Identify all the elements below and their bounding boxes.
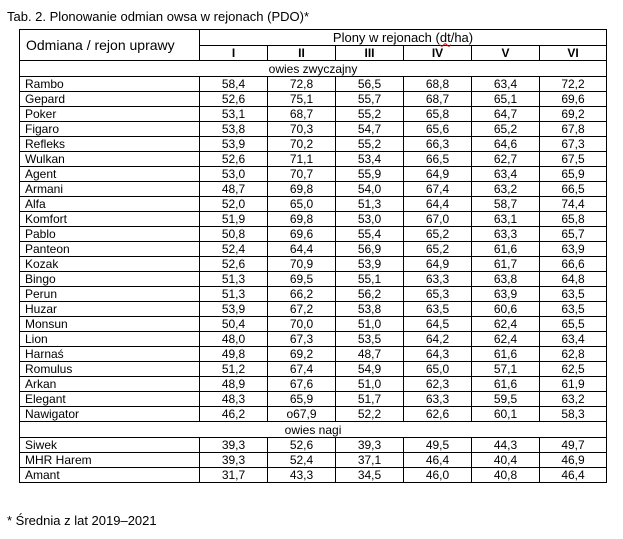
yield-cell: 65,1 xyxy=(472,92,540,107)
yield-cell: 63,5 xyxy=(540,302,607,317)
variety-name: Refleks xyxy=(20,137,200,152)
yield-cell: 65,0 xyxy=(404,362,472,377)
yield-cell: 44,3 xyxy=(472,438,540,453)
group-label: owies zwyczajny xyxy=(20,61,607,77)
yield-cell: 64,7 xyxy=(472,107,540,122)
yield-cell: 70,2 xyxy=(268,137,336,152)
table-row xyxy=(20,92,607,107)
yield-cell: 55,2 xyxy=(336,107,404,122)
yield-cell: 52,6 xyxy=(200,92,268,107)
table-row xyxy=(20,407,607,422)
yield-cell: 63,9 xyxy=(540,242,607,257)
yield-cell: 48,3 xyxy=(200,392,268,407)
variety-name: Rambo xyxy=(20,77,200,92)
yield-cell: 72,2 xyxy=(540,77,607,92)
yield-cell: 39,3 xyxy=(200,453,268,468)
yield-cell: 40,8 xyxy=(472,468,540,483)
yield-cell: 65,8 xyxy=(404,107,472,122)
column-header-yields xyxy=(200,30,607,46)
yield-cell: 63,2 xyxy=(472,182,540,197)
variety-name: Lion xyxy=(20,332,200,347)
yield-cell: 65,6 xyxy=(404,122,472,137)
variety-name: Kozak xyxy=(20,257,200,272)
yield-cell: 65,3 xyxy=(404,287,472,302)
yield-cell: 53,8 xyxy=(200,122,268,137)
variety-name: Perun xyxy=(20,287,200,302)
yield-cell: 51,3 xyxy=(336,197,404,212)
yield-cell: 63,5 xyxy=(540,287,607,302)
yield-cell: 51,7 xyxy=(336,392,404,407)
yield-cell: 65,9 xyxy=(540,167,607,182)
yield-cell: 63,4 xyxy=(472,167,540,182)
yield-cell: 58,4 xyxy=(200,77,268,92)
yield-cell: 69,2 xyxy=(268,347,336,362)
yield-cell: 63,3 xyxy=(404,392,472,407)
yields-header-suffix: /ha) xyxy=(450,29,474,45)
yield-cell: 63,4 xyxy=(472,77,540,92)
yield-cell: 51,2 xyxy=(200,362,268,377)
yield-cell: 69,2 xyxy=(540,107,607,122)
variety-name: Poker xyxy=(20,107,200,122)
yield-cell: 64,9 xyxy=(404,257,472,272)
yield-cell: 63,9 xyxy=(472,287,540,302)
yield-cell: 46,4 xyxy=(404,453,472,468)
yield-cell: 51,3 xyxy=(200,272,268,287)
variety-name: Agent xyxy=(20,167,200,182)
table-row xyxy=(20,347,607,362)
yield-cell: 70,3 xyxy=(268,122,336,137)
table-row xyxy=(20,227,607,242)
yield-cell: 46,9 xyxy=(540,453,607,468)
table-row xyxy=(20,332,607,347)
table-row xyxy=(20,122,607,137)
variety-name: Siwek xyxy=(20,438,200,453)
yield-cell: 55,1 xyxy=(336,272,404,287)
yield-cell: 63,3 xyxy=(472,227,540,242)
yield-cell: 66,2 xyxy=(268,287,336,302)
table-row xyxy=(20,77,607,92)
yield-cell: 61,6 xyxy=(472,377,540,392)
table-body xyxy=(20,61,607,483)
yield-cell: 61,6 xyxy=(472,242,540,257)
yield-cell: 61,7 xyxy=(472,257,540,272)
yield-cell: 52,6 xyxy=(200,152,268,167)
yield-cell: 67,8 xyxy=(540,122,607,137)
yield-cell: 55,4 xyxy=(336,227,404,242)
yield-cell: 53,9 xyxy=(200,137,268,152)
yield-cell: 62,4 xyxy=(472,332,540,347)
variety-name: Harnaś xyxy=(20,347,200,362)
yield-cell: 53,1 xyxy=(200,107,268,122)
yield-cell: o67,9 xyxy=(268,407,336,422)
variety-name: Huzar xyxy=(20,302,200,317)
yield-cell: 52,4 xyxy=(200,242,268,257)
yield-cell: 66,3 xyxy=(404,137,472,152)
yield-cell: 55,2 xyxy=(336,137,404,152)
table-row xyxy=(20,197,607,212)
table-row xyxy=(20,453,607,468)
yield-table xyxy=(19,29,607,483)
yield-cell: 46,0 xyxy=(404,468,472,483)
yield-cell: 53,4 xyxy=(336,152,404,167)
region-header: V xyxy=(472,46,540,61)
table-row xyxy=(20,362,607,377)
table-row xyxy=(20,468,607,483)
table-row xyxy=(20,287,607,302)
yield-cell: 65,8 xyxy=(540,212,607,227)
yield-cell: 50,8 xyxy=(200,227,268,242)
table-row xyxy=(20,137,607,152)
yield-cell: 69,5 xyxy=(268,272,336,287)
yield-cell: 68,7 xyxy=(268,107,336,122)
yield-cell: 65,2 xyxy=(404,227,472,242)
yield-cell: 56,5 xyxy=(336,77,404,92)
yield-cell: 63,1 xyxy=(472,212,540,227)
variety-name: Nawigator xyxy=(20,407,200,422)
yield-cell: 65,7 xyxy=(540,227,607,242)
table-row xyxy=(20,242,607,257)
table-row xyxy=(20,257,607,272)
column-header-variety: Odmiana / rejon uprawy xyxy=(20,30,200,61)
footnote: * Średnia z lat 2019–2021 xyxy=(7,513,157,528)
yield-cell: 51,0 xyxy=(336,317,404,332)
yield-cell: 46,2 xyxy=(200,407,268,422)
yield-cell: 66,6 xyxy=(540,257,607,272)
yield-cell: 64,8 xyxy=(540,272,607,287)
yield-cell: 53,0 xyxy=(336,212,404,227)
region-header: III xyxy=(336,46,404,61)
yield-cell: 64,4 xyxy=(404,197,472,212)
yield-cell: 54,0 xyxy=(336,182,404,197)
yield-cell: 61,6 xyxy=(472,347,540,362)
variety-name: Panteon xyxy=(20,242,200,257)
yield-cell: 52,2 xyxy=(336,407,404,422)
yield-cell: 60,6 xyxy=(472,302,540,317)
yields-header-prefix: Plony w rejonach ( xyxy=(332,29,440,45)
variety-name: Pablo xyxy=(20,227,200,242)
yield-cell: 63,5 xyxy=(404,302,472,317)
table-row xyxy=(20,167,607,182)
yield-cell: 67,6 xyxy=(268,377,336,392)
group-label: owies nagi xyxy=(20,422,607,438)
yield-cell: 64,6 xyxy=(472,137,540,152)
yield-cell: 60,1 xyxy=(472,407,540,422)
yield-cell: 34,5 xyxy=(336,468,404,483)
yield-cell: 48,0 xyxy=(200,332,268,347)
yield-cell: 67,3 xyxy=(540,137,607,152)
table-caption: Tab. 2. Plonowanie odmian owsa w rejonach (PDO)* xyxy=(7,9,310,24)
yield-cell: 59,5 xyxy=(472,392,540,407)
yield-cell: 53,9 xyxy=(200,302,268,317)
yield-cell: 66,5 xyxy=(404,152,472,167)
yield-cell: 67,4 xyxy=(404,182,472,197)
yield-cell: 70,7 xyxy=(268,167,336,182)
yield-cell: 37,1 xyxy=(336,453,404,468)
yield-cell: 52,6 xyxy=(200,257,268,272)
yield-cell: 63,4 xyxy=(540,332,607,347)
table-row xyxy=(20,152,607,167)
yield-cell: 56,9 xyxy=(336,242,404,257)
yield-cell: 49,7 xyxy=(540,438,607,453)
yield-cell: 58,7 xyxy=(472,197,540,212)
variety-name: Arkan xyxy=(20,377,200,392)
yield-cell: 52,4 xyxy=(268,453,336,468)
variety-name: Gepard xyxy=(20,92,200,107)
yield-cell: 39,3 xyxy=(200,438,268,453)
yield-cell: 49,8 xyxy=(200,347,268,362)
table-row xyxy=(20,438,607,453)
yield-cell: 51,3 xyxy=(200,287,268,302)
yield-cell: 53,5 xyxy=(336,332,404,347)
yield-cell: 39,3 xyxy=(336,438,404,453)
table-row xyxy=(20,317,607,332)
variety-name: Romulus xyxy=(20,362,200,377)
yield-cell: 67,3 xyxy=(268,332,336,347)
region-header: II xyxy=(268,46,336,61)
variety-name: Komfort xyxy=(20,212,200,227)
table-row xyxy=(20,377,607,392)
group-header-row xyxy=(20,61,607,77)
yield-cell: 62,4 xyxy=(472,317,540,332)
yield-cell: 53,0 xyxy=(200,167,268,182)
yield-cell: 66,5 xyxy=(540,182,607,197)
yield-cell: 65,0 xyxy=(268,197,336,212)
yield-cell: 62,8 xyxy=(540,347,607,362)
yield-cell: 58,3 xyxy=(540,407,607,422)
table-row xyxy=(20,392,607,407)
yield-cell: 53,8 xyxy=(336,302,404,317)
yield-cell: 68,8 xyxy=(404,77,472,92)
yield-cell: 62,7 xyxy=(472,152,540,167)
yield-cell: 65,9 xyxy=(268,392,336,407)
yield-cell: 63,2 xyxy=(540,392,607,407)
yield-cell: 69,6 xyxy=(540,92,607,107)
variety-name: Bingo xyxy=(20,272,200,287)
yield-cell: 48,7 xyxy=(336,347,404,362)
yield-cell: 43,3 xyxy=(268,468,336,483)
yield-cell: 70,9 xyxy=(268,257,336,272)
yield-cell: 54,7 xyxy=(336,122,404,137)
yield-cell: 57,1 xyxy=(472,362,540,377)
yield-cell: 63,3 xyxy=(404,272,472,287)
region-header: VI xyxy=(540,46,607,61)
variety-name: Monsun xyxy=(20,317,200,332)
yields-header-unit: dt xyxy=(439,29,451,45)
yield-cell: 54,9 xyxy=(336,362,404,377)
yield-cell: 61,9 xyxy=(540,377,607,392)
yield-cell: 65,5 xyxy=(540,317,607,332)
yield-cell: 69,8 xyxy=(268,212,336,227)
yield-cell: 67,2 xyxy=(268,302,336,317)
table-row xyxy=(20,212,607,227)
yield-cell: 64,3 xyxy=(404,347,472,362)
variety-name: Elegant xyxy=(20,392,200,407)
yield-cell: 55,7 xyxy=(336,92,404,107)
yield-cell: 49,5 xyxy=(404,438,472,453)
yield-cell: 69,6 xyxy=(268,227,336,242)
yield-cell: 52,0 xyxy=(200,197,268,212)
yield-cell: 72,8 xyxy=(268,77,336,92)
yield-cell: 64,9 xyxy=(404,167,472,182)
region-header: I xyxy=(200,46,268,61)
yield-cell: 50,4 xyxy=(200,317,268,332)
table-row xyxy=(20,182,607,197)
yield-cell: 65,2 xyxy=(404,242,472,257)
yield-cell: 64,2 xyxy=(404,332,472,347)
region-header: IV xyxy=(404,46,472,61)
yield-cell: 65,2 xyxy=(472,122,540,137)
variety-name: Amant xyxy=(20,468,200,483)
yield-cell: 67,4 xyxy=(268,362,336,377)
yield-cell: 48,9 xyxy=(200,377,268,392)
yield-cell: 62,5 xyxy=(540,362,607,377)
yield-cell: 48,7 xyxy=(200,182,268,197)
yield-cell: 51,0 xyxy=(336,377,404,392)
group-header-row xyxy=(20,422,607,438)
yield-cell: 74,4 xyxy=(540,197,607,212)
variety-name: MHR Harem xyxy=(20,453,200,468)
yield-cell: 64,4 xyxy=(268,242,336,257)
yield-cell: 71,1 xyxy=(268,152,336,167)
yield-cell: 62,3 xyxy=(404,377,472,392)
variety-name: Wulkan xyxy=(20,152,200,167)
yield-cell: 67,0 xyxy=(404,212,472,227)
variety-name: Figaro xyxy=(20,122,200,137)
yield-cell: 51,9 xyxy=(200,212,268,227)
variety-name: Alfa xyxy=(20,197,200,212)
yield-cell: 53,9 xyxy=(336,257,404,272)
yield-cell: 40,4 xyxy=(472,453,540,468)
table-row xyxy=(20,272,607,287)
variety-name: Armani xyxy=(20,182,200,197)
yield-cell: 70,0 xyxy=(268,317,336,332)
yield-cell: 46,4 xyxy=(540,468,607,483)
yield-cell: 31,7 xyxy=(200,468,268,483)
yield-cell: 64,5 xyxy=(404,317,472,332)
yield-cell: 67,5 xyxy=(540,152,607,167)
table-row xyxy=(20,302,607,317)
yield-cell: 55,9 xyxy=(336,167,404,182)
yield-cell: 69,8 xyxy=(268,182,336,197)
yield-cell: 63,8 xyxy=(472,272,540,287)
yield-cell: 52,6 xyxy=(268,438,336,453)
yield-cell: 62,6 xyxy=(404,407,472,422)
yield-cell: 68,7 xyxy=(404,92,472,107)
yield-cell: 56,2 xyxy=(336,287,404,302)
yield-cell: 75,1 xyxy=(268,92,336,107)
table-row xyxy=(20,107,607,122)
